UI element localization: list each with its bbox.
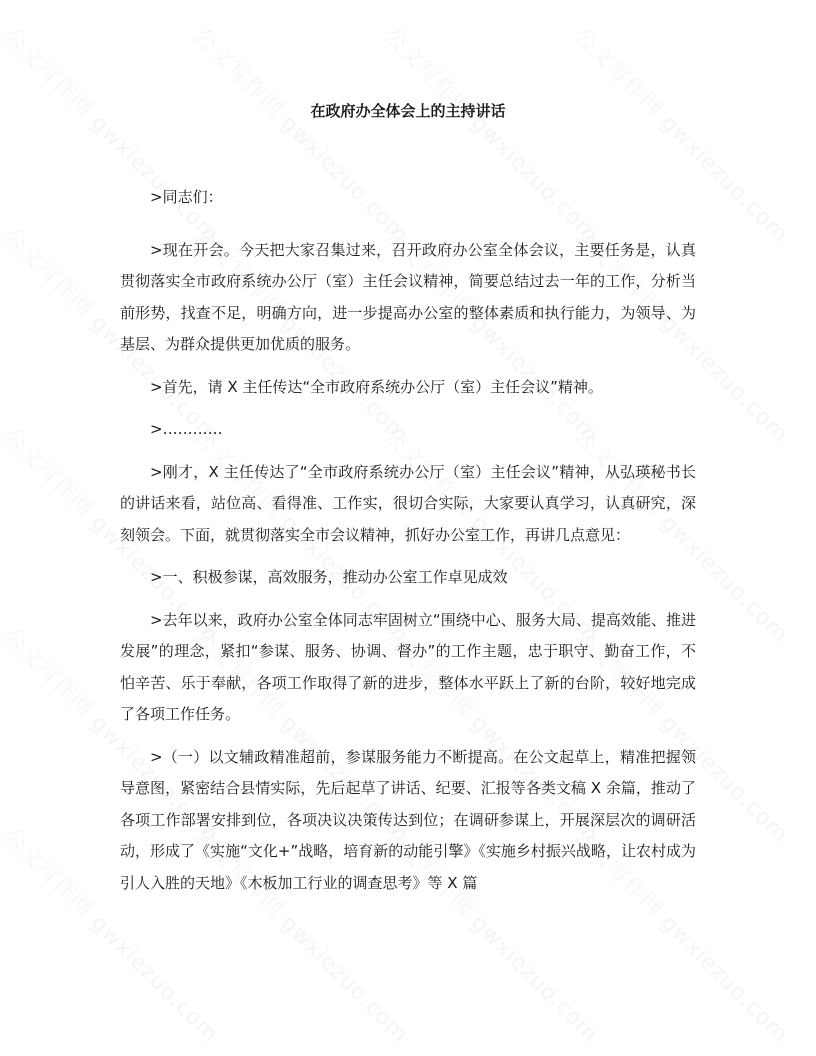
- paragraph: >（一）以文辅政精准超前，参谋服务能力不断提高。在公文起草上，精准把握领导意图，紧密结合县情实际，先后起草了讲话、纪要、汇报等各类文稿 X 余篇，推动了各项工作部署安排到位，各项决议决策传达到位；在调研参谋上，开展深层次的调研活动，形成了《实施“文化+”战略，培育新的动能引擎》《实施乡村振兴战略，让农村成为引人入胜的天地》《木板加工行业的调查思考》等 X 篇: [120, 747, 696, 892]
- document-title: 在政府办全体会上的主持讲话: [310, 102, 506, 120]
- section-heading: >一、积极参谋，高效服务，推动办公室工作卓见成效: [150, 568, 508, 586]
- paragraph: >…………: [150, 420, 223, 438]
- paragraph: >现在开会。今天把大家召集过来，召开政府办公室全体会议，主要任务是，认真贯彻落实全市政府系统办公厅（室）主任会议精神，简要总结过去一年的工作，分析当前形势，找查不足，明确方向，进一步提高办公室的整体素质和执行能力，为领导、为基层、为群众提供更加优质的服务。: [120, 240, 696, 353]
- paragraph: >去年以来，政府办公室全体同志牢固树立“围绕中心、服务大局、提高效能、推进发展”的理念，紧扣“参谋、服务、协调、督办”的工作主题，忠于职守、勤奋工作，不怕辛苦、乐于奉献，各项工作取得了新的进步，整体水平跃上了新的台阶，较好地完成了各项工作任务。: [120, 610, 696, 723]
- paragraph: >刚才，X 主任传达了“全市政府系统办公厅（室）主任会议”精神，从弘瑛秘书长的讲话来看，站位高、看得准、工作实，很切合实际，大家要认真学习，认真研究，深刻领会。下面，就贯彻落实全市会议精神，抓好办公室工作，再讲几点意见：: [120, 462, 696, 544]
- paragraph: >首先，请 X 主任传达“全市政府系统办公厅（室）主任会议”精神。: [150, 377, 603, 396]
- paragraph: >同志们：: [150, 188, 223, 206]
- document-body: [120, 182, 696, 910]
